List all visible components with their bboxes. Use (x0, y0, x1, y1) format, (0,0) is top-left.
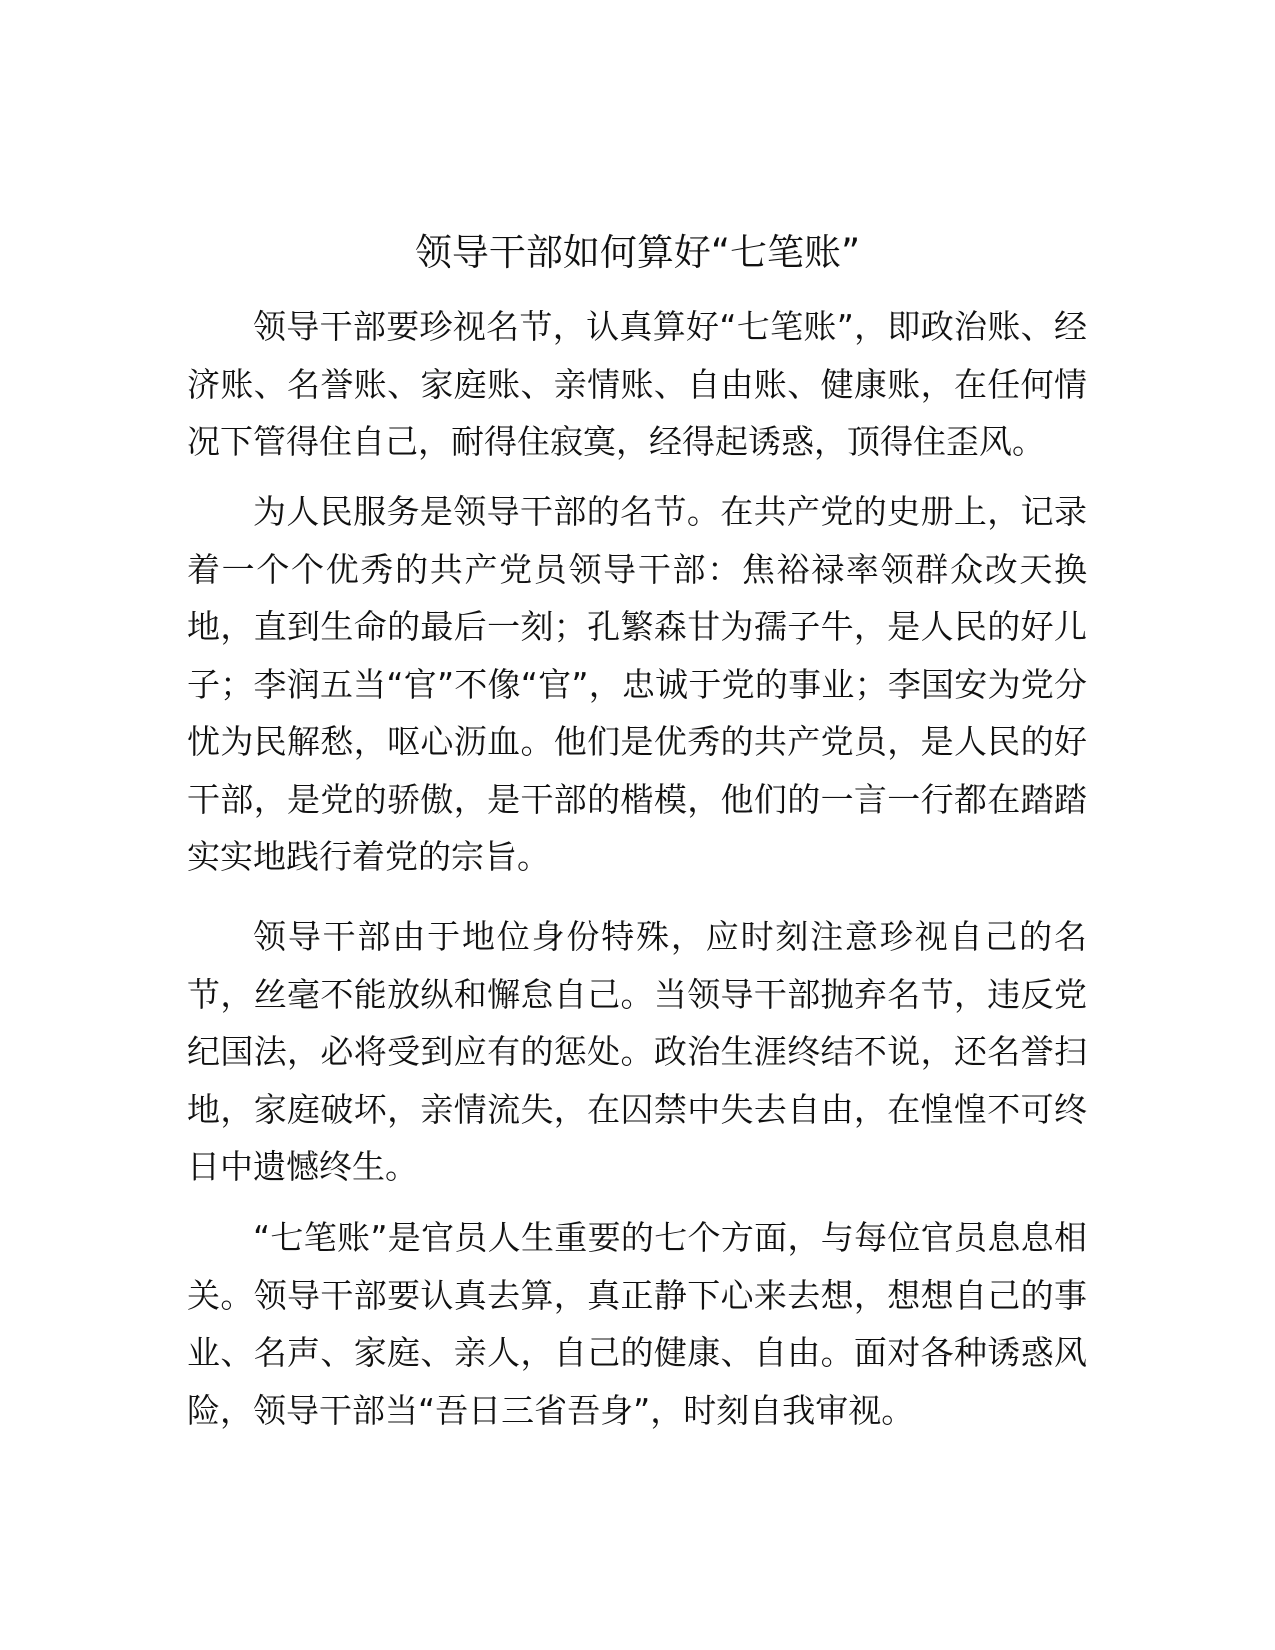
paragraph-4: “七笔账”是官员人生重要的七个方面，与每位官员息息相关。领导干部要认真去算，真正静下心来去想，想想自己的事业、名声、家庭、亲人，自己的健康、自由。面对各种诱惑风险，领导干部当“吾日三省吾身”，时刻自我审视。 (187, 1218, 1087, 1430)
paragraph-1: 领导干部要珍视名节，认真算好“七笔账”，即政治账、经济账、名誉账、家庭账、亲情账、自由账、健康账，在任何情况下管得住自己，耐得住寂寞，经得起诱惑，顶得住歪风。 (187, 307, 1087, 461)
paragraph-3: 领导干部由于地位身份特殊，应时刻注意珍视自己的名节，丝毫不能放纵和懈怠自己。当领导干部抛弃名节，违反党纪国法，必将受到应有的惩处。政治生涯终结不说，还名誉扫地，家庭破坏，亲情流失，在囚禁中失去自由，在惶惶不可终日中遗憾终生。 (187, 917, 1087, 1186)
paragraph-2: 为人民服务是领导干部的名节。在共产党的史册上，记录着一个个优秀的共产党员领导干部：焦裕禄率领群众改天换地，直到生命的最后一刻；孔繁森甘为孺子牛，是人民的好儿子；李润五当“官”不像“官”，忠诚于党的事业；李国安为党分忧为民解愁，呕心沥血。他们是优秀的共产党员，是人民的好干部，是党的骄傲，是干部的楷模，他们的一言一行都在踏踏实实地践行着党的宗旨。 (187, 492, 1087, 876)
document-title: 领导干部如何算好“七笔账” (414, 231, 861, 274)
